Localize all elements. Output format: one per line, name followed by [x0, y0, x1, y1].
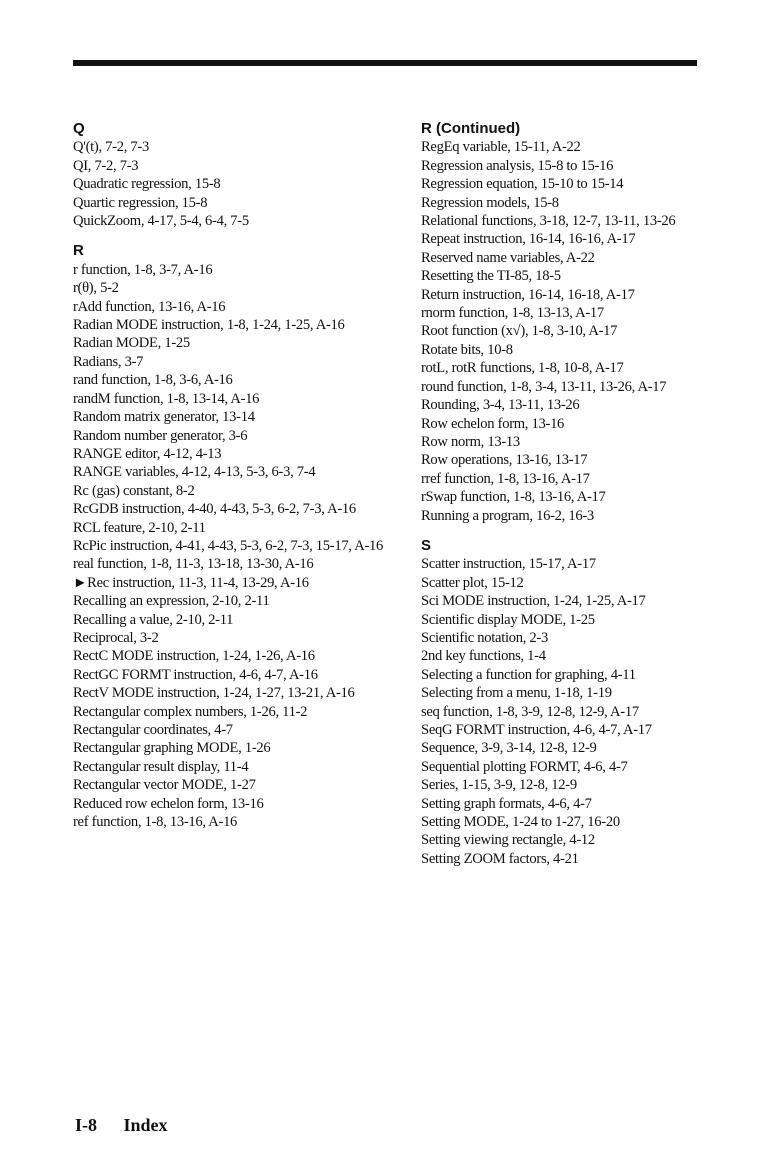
index-entry: Rectangular vector MODE, 1-27	[73, 777, 256, 794]
section-letter: R (Continued)	[421, 120, 521, 137]
index-entry: RectGC FORMT instruction, 4-6, 4-7, A-16	[73, 666, 318, 683]
index-entry: Setting viewing rectangle, 4-12	[421, 832, 595, 849]
index-entry: Scientific display MODE, 1-25	[421, 611, 595, 628]
index-entry: Regression analysis, 15-8 to 15-16	[421, 157, 614, 174]
index-entry: RegEq variable, 15-11, A-22	[421, 139, 581, 156]
index-entry: Q'(t), 7-2, 7-3	[73, 139, 149, 156]
page-section-title: Index	[123, 1115, 168, 1135]
index-entry: RcPic instruction, 4-41, 4-43, 5-3, 6-2, 7-3, 15-17, A-16	[73, 537, 384, 554]
index-entry: RcGDB instruction, 4-40, 4-43, 5-3, 6-2, 7-3, A-16	[73, 501, 356, 518]
index-entry: RectC MODE instruction, 1-24, 1-26, A-16	[73, 648, 315, 665]
page-number: I-8	[75, 1115, 97, 1135]
index-entry: rAdd function, 13-16, A-16	[73, 298, 226, 315]
index-entry: Running a program, 16-2, 16-3	[421, 507, 594, 524]
index-entry: Scientific notation, 2-3	[421, 629, 548, 646]
index-entry: RectV MODE instruction, 1-24, 1-27, 13-21, A-16	[73, 685, 355, 702]
index-entry: real function, 1-8, 11-3, 13-18, 13-30, A-16	[73, 556, 314, 573]
index-entry: seq function, 1-8, 3-9, 12-8, 12-9, A-17	[421, 703, 639, 720]
index-entry: Rectangular complex numbers, 1-26, 11-2	[73, 703, 308, 720]
index-entry: QuickZoom, 4-17, 5-4, 6-4, 7-5	[73, 213, 249, 230]
index-entry: Scatter instruction, 15-17, A-17	[421, 556, 596, 573]
index-entry: Reciprocal, 3-2	[73, 629, 159, 646]
index-section	[73, 120, 403, 230]
index-entry: round function, 1-8, 3-4, 13-11, 13-26, A-17	[421, 378, 667, 395]
header-rule	[73, 60, 697, 66]
index-entry: rnorm function, 1-8, 13-13, A-17	[421, 305, 604, 322]
index-entry: Row operations, 13-16, 13-17	[421, 452, 588, 469]
index-entry: Quartic regression, 15-8	[73, 194, 208, 211]
index-entry: 2nd key functions, 1-4	[421, 648, 546, 665]
index-entry: rotL, rotR functions, 1-8, 10-8, A-17	[421, 360, 624, 377]
index-entry: Sequential plotting FORMT, 4-6, 4-7	[421, 758, 628, 775]
index-entry: ref function, 1-8, 13-16, A-16	[73, 814, 238, 831]
index-entry: Reserved name variables, A-22	[421, 249, 595, 266]
index-entry: Resetting the TI-85, 18-5	[421, 268, 561, 285]
index-entry: Sci MODE instruction, 1-24, 1-25, A-17	[421, 593, 646, 610]
index-entry: SeqG FORMT instruction, 4-6, 4-7, A-17	[421, 722, 652, 738]
index-section	[73, 242, 403, 831]
index-entry: Row echelon form, 13-16	[421, 415, 565, 432]
index-entry: Radian MODE instruction, 1-8, 1-24, 1-25, A-16	[73, 317, 345, 334]
index-entry: Rectangular coordinates, 4-7	[73, 722, 233, 738]
index-entry: Rectangular graphing MODE, 1-26	[73, 740, 271, 757]
index-entry: Random number generator, 3-6	[73, 427, 248, 444]
index-entry: Relational functions, 3-18, 12-7, 13-11, 13-26	[421, 213, 676, 230]
index-entry: Reduced row echelon form, 13-16	[73, 795, 264, 812]
index-entry: Rc (gas) constant, 8-2	[73, 482, 195, 499]
index-entry: Return instruction, 16-14, 16-18, A-17	[421, 286, 635, 303]
section-letter: Q	[73, 120, 85, 137]
index-entry: Rounding, 3-4, 13-11, 13-26	[421, 397, 580, 414]
index-entry: rSwap function, 1-8, 13-16, A-17	[421, 489, 606, 506]
index-section	[421, 120, 751, 525]
index-column-left	[73, 120, 403, 843]
index-column-right	[421, 120, 751, 880]
index-entry: Quadratic regression, 15-8	[73, 176, 221, 193]
index-entry: RANGE editor, 4-12, 4-13	[73, 445, 222, 462]
index-entry: rand function, 1-8, 3-6, A-16	[73, 372, 233, 389]
index-entry: Setting graph formats, 4-6, 4-7	[421, 795, 592, 812]
index-entry: Sequence, 3-9, 3-14, 12-8, 12-9	[421, 740, 597, 757]
index-entry: RCL feature, 2-10, 2-11	[73, 519, 206, 536]
index-entry: Rotate bits, 10-8	[421, 341, 513, 358]
index-entry: Row norm, 13-13	[421, 433, 520, 450]
index-entry: Scatter plot, 15-12	[421, 574, 524, 591]
index-entry: Selecting a function for graphing, 4-11	[421, 666, 636, 683]
index-entry: r(θ), 5-2	[73, 280, 119, 297]
index-section	[421, 537, 751, 868]
index-entry: ►Rec instruction, 11-3, 11-4, 13-29, A-16	[73, 574, 309, 591]
index-entry: Recalling an expression, 2-10, 2-11	[73, 593, 270, 610]
index-entry: Repeat instruction, 16-14, 16-16, A-17	[421, 231, 636, 248]
index-entry: Setting MODE, 1-24 to 1-27, 16-20	[421, 814, 620, 831]
index-entry: Random matrix generator, 13-14	[73, 409, 255, 426]
index-entry: Setting ZOOM factors, 4-21	[421, 850, 579, 867]
index-entry: QI, 7-2, 7-3	[73, 157, 139, 174]
index-entry: Rectangular result display, 11-4	[73, 758, 249, 775]
index-entry: r function, 1-8, 3-7, A-16	[73, 261, 213, 278]
index-entry: Radians, 3-7	[73, 353, 144, 370]
index-entry: Series, 1-15, 3-9, 12-8, 12-9	[421, 777, 577, 794]
index-entry: Regression equation, 15-10 to 15-14	[421, 176, 624, 193]
page-footer	[75, 1114, 168, 1136]
index-entry: Selecting from a menu, 1-18, 1-19	[421, 685, 612, 702]
index-entry: Recalling a value, 2-10, 2-11	[73, 611, 234, 628]
section-letter: R	[73, 242, 84, 260]
index-entry: randM function, 1-8, 13-14, A-16	[73, 390, 260, 407]
index-entry: rref function, 1-8, 13-16, A-17	[421, 470, 590, 487]
index-entry: Regression models, 15-8	[421, 194, 559, 211]
index-entry: RANGE variables, 4-12, 4-13, 5-3, 6-3, 7-4	[73, 464, 316, 481]
index-entry: Radian MODE, 1-25	[73, 335, 190, 352]
index-entry: Root function (x√), 1-8, 3-10, A-17	[421, 323, 618, 340]
section-letter: S	[421, 536, 432, 554]
